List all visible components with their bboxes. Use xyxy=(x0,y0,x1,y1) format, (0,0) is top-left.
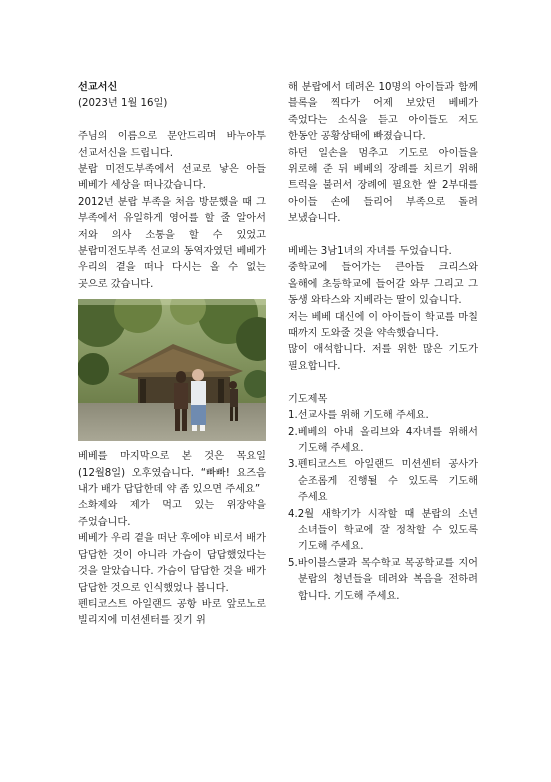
paragraph: 소화제와 제가 먹고 있는 위장약을 주었습니다. xyxy=(78,500,266,528)
prayer-item: 1.선교사를 위해 기도해 주세요. xyxy=(288,410,429,422)
paragraph: 베베가 우리 곁을 떠난 후에야 비로서 배가 답답한 것이 아니라 가슴이 답답했었다는 것을 알았습니다. 가슴이 답답한 것을 배가 답답한 것으로 인식했었나 봅니다. xyxy=(78,533,266,594)
left-column xyxy=(78,80,266,630)
paragraph: 해 분랍에서 데려온 10명의 아이들과 함께 블록을 찍다가 어제 보았던 베베가 죽었다는 소식을 듣고 아이들도 저도 한동안 공황상태에 빠졌습니다. xyxy=(288,82,478,143)
photo-illustration xyxy=(78,299,266,441)
prayer-item: 2.베베의 아내 올리브와 4자녀를 위해서 기도해 주세요. xyxy=(288,426,478,454)
paragraph: 베베는 3남1녀의 자녀를 두었습니다. xyxy=(288,246,452,258)
letter-title: 선교서신 xyxy=(78,82,118,93)
paragraph: 분랍 미전도부족에서 선교로 낳은 아들 베베가 세상을 떠나갔습니다. xyxy=(78,164,266,192)
paragraph: 중학교에 들어가는 큰아들 크리스와 올해에 초등학교에 들어갈 와무 그리고 그 동생 와타스와 지베라는 딸이 있습니다. xyxy=(288,262,478,307)
paragraph: 주님의 이름으로 문안드리며 바누아투 선교서신을 드립니다. xyxy=(78,131,266,159)
prayer-item: 5.바이블스쿨과 목수학교 목공학교를 지어 분랍의 청년들을 데려와 복음을 전하려 합니다. 기도해 주세요. xyxy=(288,557,478,602)
paragraph: 펜티코스트 아일랜드 공항 바로 앞로노로 빌리지에 미션센터를 짓기 위 xyxy=(78,598,266,627)
village-photo xyxy=(78,299,266,441)
paragraph: 베베를 마지막으로 본 것은 목요일(12월8일) 오후였습니다. “빠빠! 요즈음 내가 배가 답답한데 약 좀 있으면 주세요” xyxy=(78,451,266,496)
paragraph: 많이 애석합니다. 저를 위한 많은 기도가 필요합니다. xyxy=(288,344,478,372)
prayer-list xyxy=(288,408,478,605)
letter-date: (2023년 1월 16일) xyxy=(78,98,168,110)
prayer-item: 3.펜티코스트 아일랜드 미션센터 공사가 순조롭게 진행될 수 있도록 기도해 주세요 xyxy=(288,459,478,504)
prayer-item: 4.2월 새학기가 시작할 때 분랍의 소년 소녀들이 학교에 잘 정착할 수 있도록 기도해 주세요. xyxy=(288,508,478,553)
paragraph: 2012년 분랍 부족을 처음 방문했을 때 그 부족에서 유일하게 영어를 할 줄 알아서 저와 의사 소통을 할 수 있었고 분랍미전도부족 선교의 동역자였던 베베가 우리의 곁을 떠나 다시는 올 수 없는 곳으로 갔습니다. xyxy=(78,196,266,290)
paragraph: 저는 베베 대신에 이 아이들이 학교를 마칠 때까지 도와줄 것을 약속했습니다. xyxy=(288,311,478,340)
paragraph: 하던 일손을 멈추고 기도로 아이들을 위로해 준 뒤 베베의 장례를 치르기 위해 트럭을 불러서 장례에 필요한 쌀 2부대를 아이들 손에 들리어 부족으로 돌려 보냈습니다. xyxy=(288,147,478,225)
right-column xyxy=(288,80,478,605)
prayer-title: 기도제목 xyxy=(288,393,328,405)
